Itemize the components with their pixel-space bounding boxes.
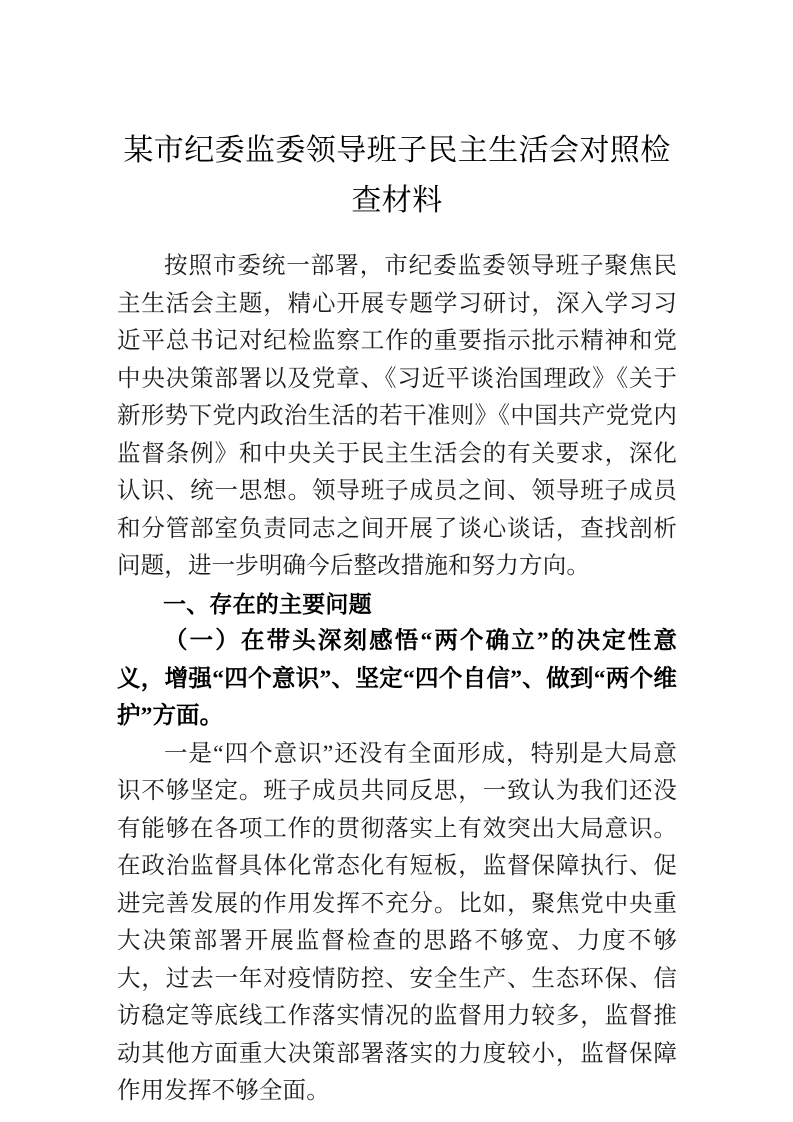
point-one-paragraph: 一是“四个意识”还没有全面形成，特别是大局意识不够坚定。班子成员共同反思，一致认为我们还没有能够在各项工作的贯彻落实上有效突出大局意识。在政治监督具体化常态化有短板，监督保障执行、促进完善发展的作用发挥不充分。比如，聚焦党中央重大决策部署开展监督检查的思路不够宽、力度不够大，过去一年对疫情防控、安全生产、生态环保、信访稳定等底线工作落实情况的监督用力较多，监督推动其他方面重大决策部署落实的力度较小，监督保障作用发挥不够全面。 <box>117 740 677 1104</box>
subsection-heading-two-establishments: （一）在带头深刻感悟“两个确立”的决定性意义，增强“四个意识”、坚定“四个自信”、做到“两个维护”方面。 <box>117 628 677 729</box>
page-title: 某市纪委监委领导班子民主生活会对照检查材料 <box>123 134 671 217</box>
document-content <box>117 0 677 1111</box>
intro-paragraph: 按照市委统一部署，市纪委监委领导班子聚焦民主生活会主题，精心开展专题学习研讨，深入学习习近平总书记对纪检监察工作的重要指示批示精神和党中央决策部署以及党章、《习近平谈治国理政》《关于新形势下党内政治生活的若干准则》《中国共产党党内监督条例》和中央关于民主生活会的有关要求，深化认识、统一思想。领导班子成员之间、领导班子成员和分管部室负责同志之间开展了谈心谈话，查找剖析问题，进一步明确今后整改措施和努力方向。 <box>117 253 677 579</box>
document-body <box>117 248 677 1111</box>
section-heading-main-problems: 一、存在的主要问题 <box>163 590 372 617</box>
